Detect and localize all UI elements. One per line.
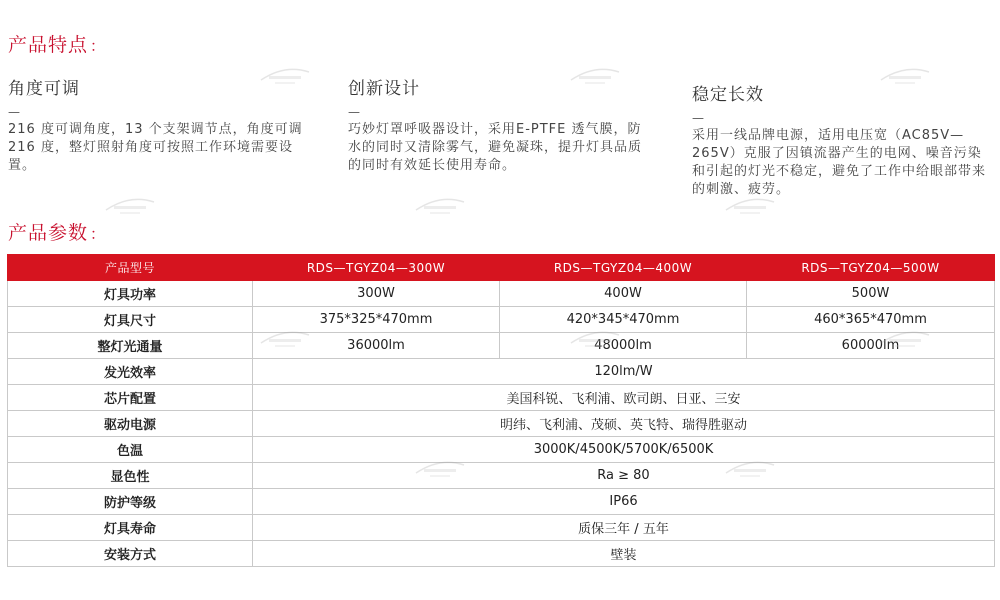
feature-dash: —	[348, 105, 360, 119]
table-row	[8, 489, 995, 515]
row-label: 灯具功率	[8, 281, 253, 307]
feature-title: 角度可调	[8, 79, 80, 99]
row-label: 发光效率	[8, 359, 253, 385]
feature-stable-longevity	[692, 80, 994, 199]
row-label: 芯片配置	[8, 385, 253, 411]
table-cell-merged: 质保三年 / 五年	[253, 515, 995, 541]
row-label: 防护等级	[8, 489, 253, 515]
table-cell: 48000lm	[500, 333, 747, 359]
params-title-colon: ：	[90, 225, 107, 243]
table-cell-merged: Ra ≥ 80	[253, 463, 995, 489]
table-cell: 500W	[747, 281, 995, 307]
feature-title: 稳定长效	[692, 85, 764, 105]
feature-angle-adjustable	[8, 74, 308, 175]
feature-dash: —	[8, 105, 20, 119]
table-cell: 420*345*470mm	[500, 307, 747, 333]
table-row	[8, 437, 995, 463]
watermark-logo-icon	[100, 192, 160, 218]
table-row	[8, 333, 995, 359]
header-cell-500w: RDS—TGYZ04—500W	[747, 255, 995, 281]
table-cell: 300W	[253, 281, 500, 307]
table-cell: 60000lm	[747, 333, 995, 359]
table-header-row	[8, 255, 995, 281]
feature-innovative-design	[348, 74, 653, 175]
table-cell-merged: 壁装	[253, 541, 995, 567]
table-cell-merged: 120lm/W	[253, 359, 995, 385]
header-cell-400w: RDS—TGYZ04—400W	[500, 255, 747, 281]
params-title-text: 产品参数	[8, 222, 89, 244]
header-cell-model: 产品型号	[8, 255, 253, 281]
table-row	[8, 359, 995, 385]
feature-description: 216 度可调角度，13 个支架调节点，角度可调 216 度，整灯照射角度可按照工作环境需要设置。	[8, 122, 303, 173]
params-section-title	[8, 218, 106, 245]
table-cell-merged: 3000K/4500K/5700K/6500K	[253, 437, 995, 463]
feature-description: 巧妙灯罩呼吸器设计，采用E-PTFE 透气膜，防水的同时又清除雾气，避免凝珠，提升灯具品质的同时有效延长使用寿命。	[348, 122, 643, 173]
row-label: 灯具尺寸	[8, 307, 253, 333]
feature-dash: —	[692, 111, 704, 125]
table-cell: 36000lm	[253, 333, 500, 359]
table-cell-merged: 美国科锐、飞利浦、欧司朗、日亚、三安	[253, 385, 995, 411]
table-row	[8, 515, 995, 541]
watermark-logo-icon	[410, 192, 470, 218]
table-cell: 400W	[500, 281, 747, 307]
table-row	[8, 541, 995, 567]
feature-description: 采用一线品牌电源，适用电压宽（AC85V—265V）克服了因镇流器产生的电网、噪音污染和引起的灯光不稳定，避免了工作中给眼部带来的刺激、疲劳。	[692, 128, 987, 197]
table-cell-merged: IP66	[253, 489, 995, 515]
table-row	[8, 307, 995, 333]
features-title-colon: ：	[90, 37, 107, 55]
row-label: 色温	[8, 437, 253, 463]
row-label: 灯具寿命	[8, 515, 253, 541]
row-label: 驱动电源	[8, 411, 253, 437]
feature-title: 创新设计	[348, 79, 420, 99]
table-cell: 375*325*470mm	[253, 307, 500, 333]
table-row	[8, 463, 995, 489]
table-row	[8, 411, 995, 437]
row-label: 整灯光通量	[8, 333, 253, 359]
product-parameters-table	[7, 254, 995, 567]
table-cell: 460*365*470mm	[747, 307, 995, 333]
table-row	[8, 385, 995, 411]
table-row	[8, 281, 995, 307]
header-cell-300w: RDS—TGYZ04—300W	[253, 255, 500, 281]
features-section-title	[8, 30, 106, 57]
row-label: 显色性	[8, 463, 253, 489]
features-title-text: 产品特点	[8, 34, 89, 56]
row-label: 安装方式	[8, 541, 253, 567]
table-cell-merged: 明纬、飞利浦、茂硕、英飞特、瑞得胜驱动	[253, 411, 995, 437]
